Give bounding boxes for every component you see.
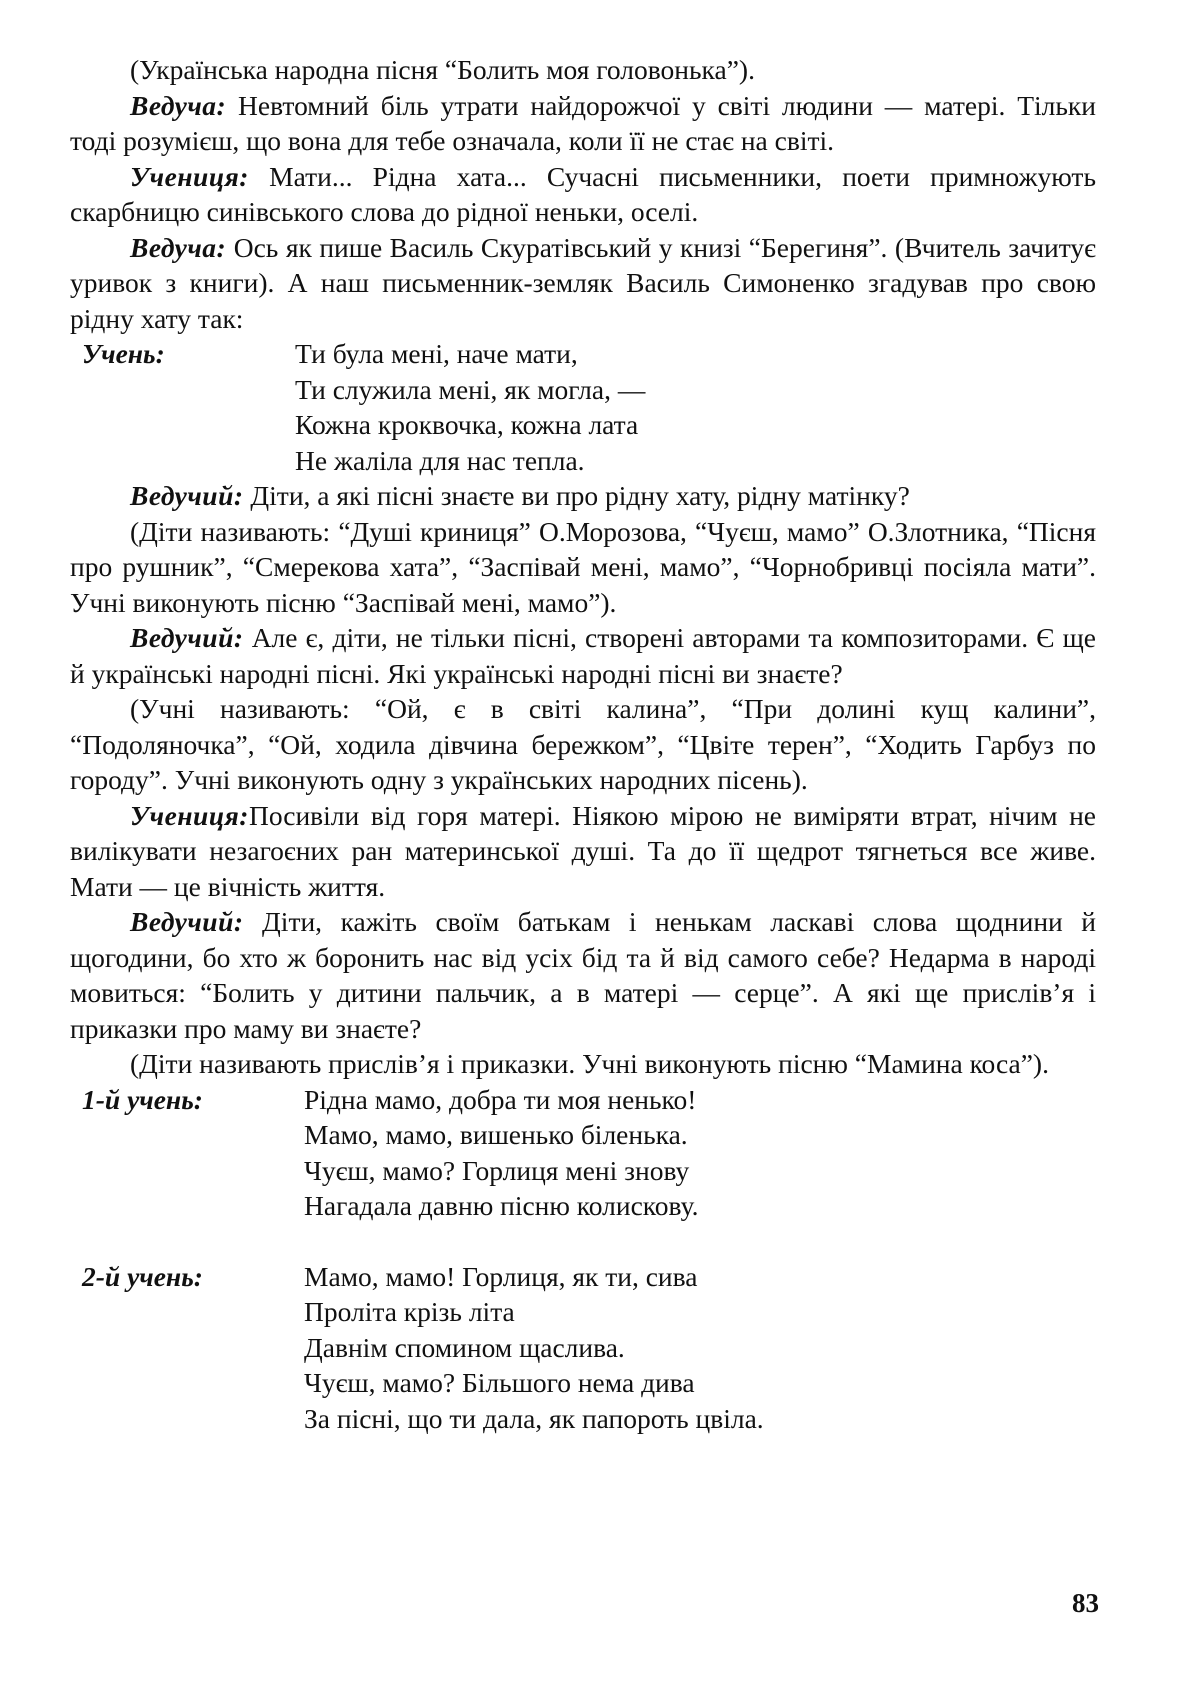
paragraph: [70, 52, 1096, 88]
paragraph-text: (Українська народна пісня “Болить моя головонька”).: [130, 54, 755, 85]
paragraph-text: (Діти називають прислів’я і приказки. Учні виконують пісню “Мамина коса”).: [130, 1048, 1049, 1079]
paragraph: [70, 620, 1096, 691]
paragraph: [70, 798, 1096, 905]
paragraph-text: Ось як пише Василь Скуратівський у книзі “Берегиня”. (Вчитель зачитує уривок з книги). А наш письменник-земляк Василь Симоненко згадував про свою рідну хату так:: [70, 231, 1096, 334]
verse-line: За пісні, що ти дала, як папороть цвіла.: [304, 1402, 764, 1434]
paragraph: [70, 1046, 1096, 1082]
verse-line: Рідна мамо, добра ти моя ненько!: [304, 1083, 697, 1115]
speaker-label: Ведучий:: [130, 622, 244, 653]
page-number: 83: [1072, 1588, 1099, 1618]
verse-line: Мамо, мамо, вишенько біленька.: [304, 1119, 688, 1150]
paragraph: [70, 478, 1096, 514]
paragraph-text: Діти, а які пісні знаєте ви про рідну хату, рідну матінку?: [243, 480, 910, 511]
verse-spacer: [70, 1224, 1096, 1259]
verse-block: [70, 1082, 1096, 1224]
verse-line: Ти була мені, наче мати,: [295, 338, 578, 369]
verse-speaker-label: 2-й учень:: [82, 1260, 203, 1292]
verse-line: Не жаліла для нас тепла.: [295, 444, 585, 476]
verse-line: Нагадала давню пісню колискову.: [304, 1190, 699, 1221]
verse-block: [70, 336, 1096, 478]
verse-line: Чуєш, мамо? Горлиця мені знову: [304, 1154, 690, 1186]
speaker-label: Ведучий:: [130, 906, 244, 937]
verse-speaker-label: Учень:: [82, 338, 165, 369]
paragraph: [70, 514, 1096, 621]
paragraph-text: Посивіли від горя матері. Ніякою мірою не виміряти втрат, нічим не вилікувати незагоєних ран материнської душі. Та до її щедрот тягнеться все живе. Мати — це вічність життя.: [70, 799, 1096, 902]
paragraph-text: (Діти називають: “Душі криниця” О.Морозова, “Чуєш, мамо” О.Злотника, “Пісня про рушник”, “Смерекова хата”, “Заспівай мені, мамо”, “Чорнобривці посіяла мати”. Учні виконують пісню “Заспівай мені, мамо”).: [70, 515, 1096, 618]
verse-line: Проліта крізь літа: [304, 1296, 515, 1327]
paragraph: [70, 230, 1096, 337]
paragraph-text: Мати... Рідна хата... Сучасні письменники, поети примножують скарбницю синівського слова до рідної неньки, оселі.: [70, 160, 1096, 227]
verse-line: Чуєш, мамо? Більшого нема дива: [304, 1367, 695, 1398]
verse-speaker-label: 1-й учень:: [82, 1083, 203, 1115]
paragraph-text: Діти, кажіть своїм батькам і ненькам ласкаві слова щоднини й щогодини, бо хто ж боронить нас від усіх бід та й від самого себе? Недарма в народі мовиться: “Болить у дитини пальчик, а в матері — серце”. А які ще прислів’я і приказки про маму ви знаєте?: [70, 906, 1096, 1044]
page-body: [70, 52, 1096, 1436]
verse-lines: [304, 1259, 1096, 1437]
verse-lines: [295, 336, 1096, 478]
paragraph: [70, 159, 1096, 230]
paragraph-text: Невтомний біль утрати найдорожчої у світі людини — матері. Тільки тоді розумієш, що вона для тебе означала, коли її не стає на світі.: [70, 89, 1096, 156]
speaker-label: Учениця:: [130, 160, 249, 192]
paragraph: [70, 904, 1096, 1046]
verse-line: Кожна кроквочка, кожна лата: [295, 409, 639, 440]
verse-block: [70, 1259, 1096, 1437]
verse-line: Давнім спомином щаслива.: [304, 1331, 625, 1363]
verse-line: Ти служила мені, як могла, —: [295, 373, 646, 405]
verse-line: Мамо, мамо! Горлиця, як ти, сива: [304, 1260, 698, 1292]
speaker-label: Ведуча:: [130, 89, 227, 121]
speaker-label: Ведучий:: [130, 480, 244, 511]
paragraph-text: (Учні називають: “Ой, є в світі калина”, “При долині кущ калини”, “Подоляночка”, “Ой, ходила дівчина бережком”, “Цвіте терен”, “Ходить Гарбуз по городу”. Учні виконують одну з українських народних пісень).: [70, 693, 1096, 795]
verse-lines: [304, 1082, 1096, 1224]
paragraph: [70, 88, 1096, 159]
paragraph: [70, 691, 1096, 798]
speaker-label: Учениця:: [130, 799, 249, 831]
speaker-label: Ведуча:: [130, 231, 227, 263]
paragraph-text: Але є, діти, не тільки пісні, створені авторами та композиторами. Є ще й українські народні пісні. Які українські народні пісні ви знаєте?: [70, 622, 1096, 689]
